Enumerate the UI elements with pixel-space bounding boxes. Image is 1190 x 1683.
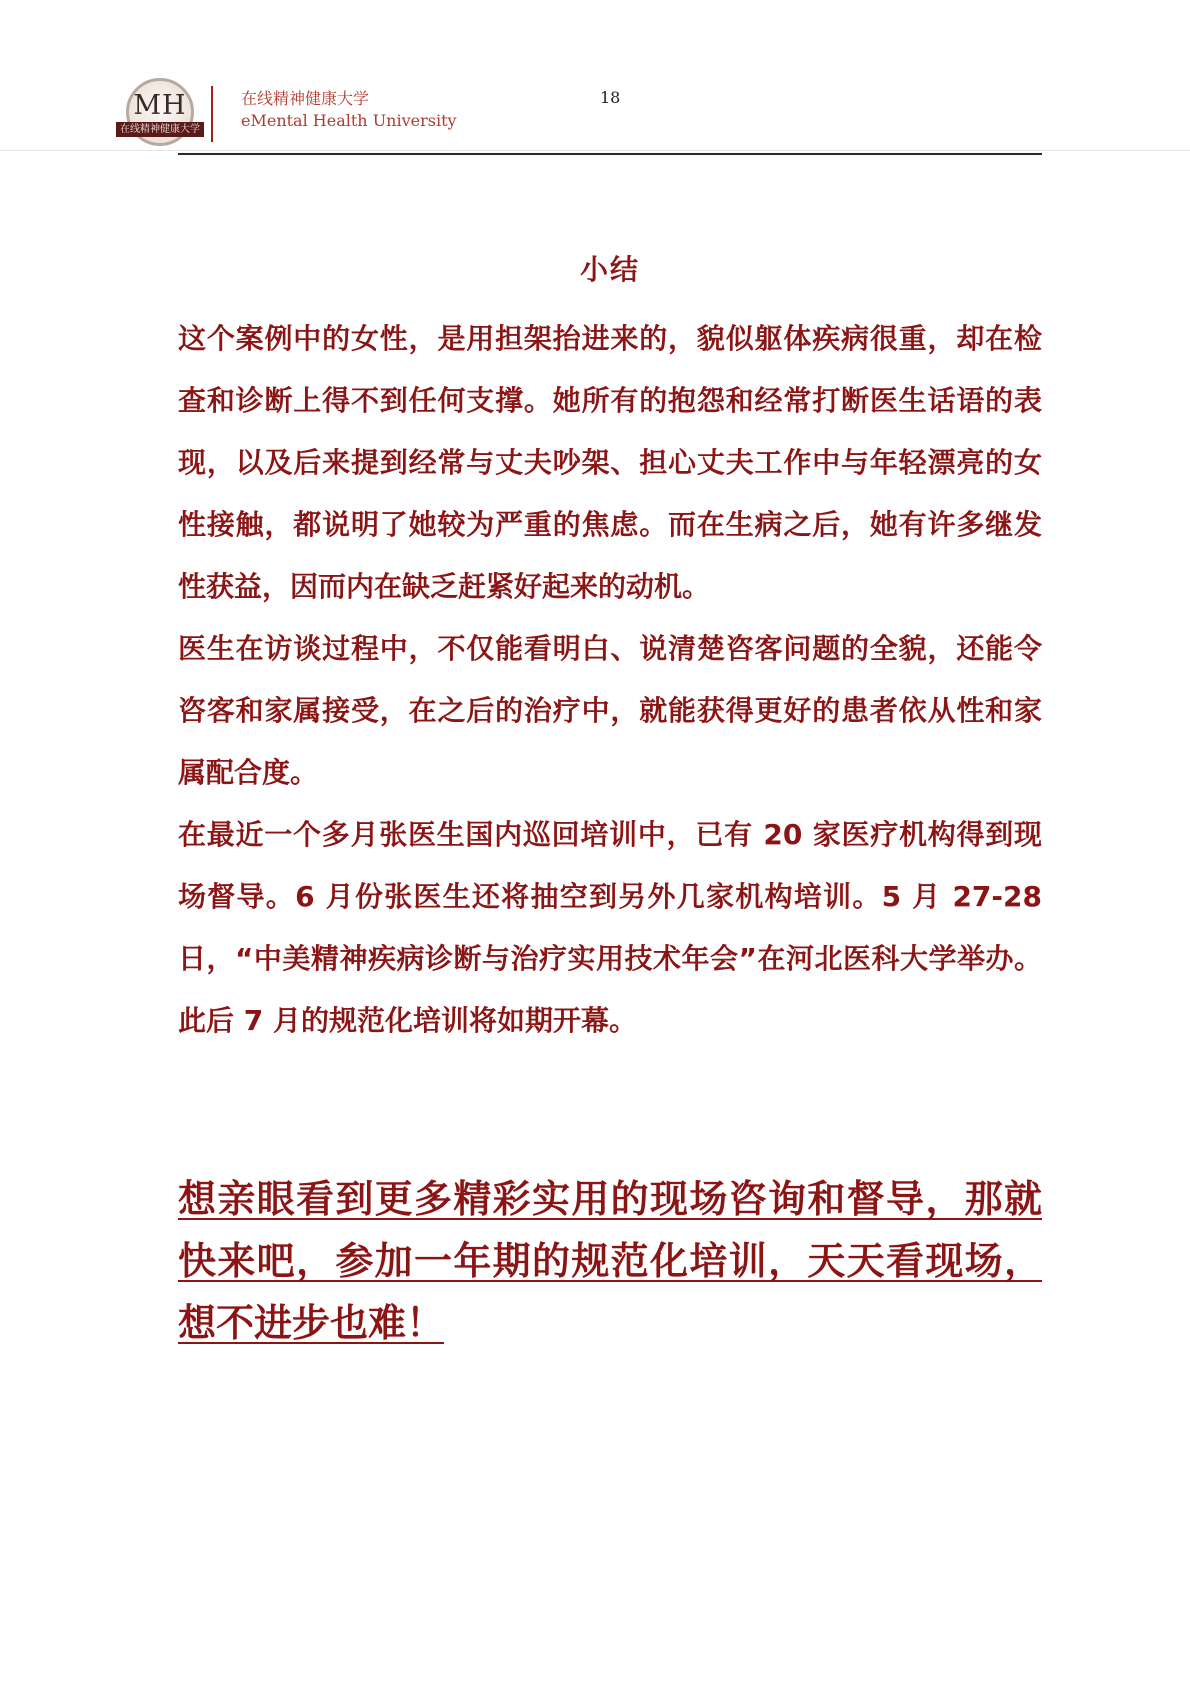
summary-paragraph: 这个案例中的女性，是用担架抬进来的，貌似躯体疾病很重，却在检查和诊断上得不到任何支撑。她所有的抱怨和经常打断医生话语的表现，以及后来提到经常与丈夫吵架、担心丈夫工作中与年轻漂亮的女性接触，都说明了她较为严重的焦虑。而在生病之后，她有许多继发性获益，因而内在缺乏赶紧好起来的动机。: [178, 322, 1042, 603]
summary-paragraph: 医生在访谈过程中，不仅能看明白、说清楚咨客问题的全貌，还能令咨客和家属接受，在之后的治疗中，就能获得更好的患者依从性和家属配合度。: [178, 632, 1042, 789]
page-header: [0, 0, 1190, 160]
logo-monogram: MH: [133, 90, 187, 121]
section-title: 小结: [579, 253, 640, 286]
university-logo: [116, 78, 204, 156]
logo-ribbon: 在线精神健康大学: [116, 122, 204, 137]
university-name-en: eMental Health University: [241, 111, 457, 130]
header-rule: [178, 153, 1042, 155]
summary-section: [178, 248, 1042, 1052]
header-divider: [211, 86, 213, 142]
training-call-to-action: 想亲眼看到更多精彩实用的现场咨询和督导，那就快来吧，参加一年期的规范化培训，天天看现场，想不进步也难！: [178, 1177, 1042, 1345]
summary-paragraph: 在最近一个多月张医生国内巡回培训中，已有 20 家医疗机构得到现场督导。6 月份张医生还将抽空到另外几家机构培训。5 月 27-28 日，“中美精神疾病诊断与治疗实用技术年会”在河北医科大学举办。此后 7 月的规范化培训将如期开幕。: [178, 818, 1042, 1037]
university-name-cn: 在线精神健康大学: [241, 89, 370, 108]
header-rule-light: [0, 150, 1190, 151]
page-number: 18: [600, 88, 621, 107]
